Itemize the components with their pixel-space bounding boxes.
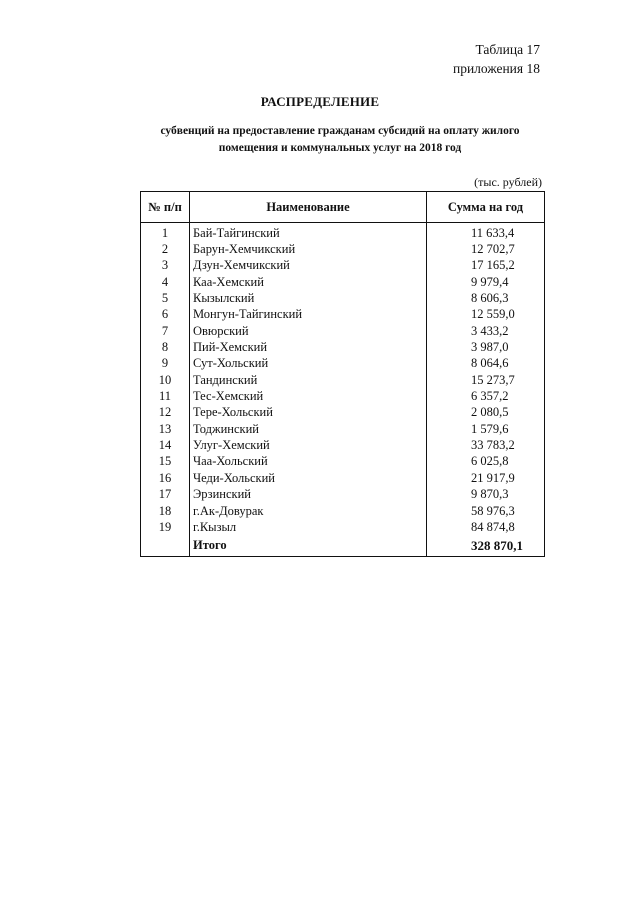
annual-sum: 8 606,3 [427,290,545,306]
annual-sum: 9 979,4 [427,274,545,290]
district-name: г.Ак-Довурак [190,503,427,519]
row-number: 2 [141,241,190,257]
annual-sum: 33 783,2 [427,437,545,453]
table-row [141,241,545,257]
row-number: 11 [141,388,190,404]
row-number: 1 [141,223,190,242]
table-row [141,437,545,453]
table-body [141,223,545,536]
column-header-name: Наименование [190,192,427,223]
annual-sum: 84 874,8 [427,519,545,535]
district-name: Каа-Хемский [190,274,427,290]
annual-sum: 12 702,7 [427,241,545,257]
document-header [453,40,540,78]
district-name: Овюрский [190,323,427,339]
district-name: Улуг-Хемский [190,437,427,453]
table-row [141,519,545,535]
table-row [141,339,545,355]
annual-sum: 9 870,3 [427,487,545,503]
district-name: Монгун-Тайгинский [190,307,427,323]
table-row [141,503,545,519]
row-number: 4 [141,274,190,290]
table-row [141,487,545,503]
annual-sum: 11 633,4 [427,223,545,242]
row-number: 9 [141,356,190,372]
annual-sum: 6 357,2 [427,388,545,404]
row-number: 16 [141,470,190,486]
row-number: 14 [141,437,190,453]
row-number: 13 [141,421,190,437]
table-row [141,421,545,437]
district-name: Тандинский [190,372,427,388]
annual-sum: 12 559,0 [427,307,545,323]
table-row [141,372,545,388]
table-header-row [141,192,545,223]
district-name: г.Кызыл [190,519,427,535]
district-name: Пий-Хемский [190,339,427,355]
row-number: 7 [141,323,190,339]
subtitle-line-1: субвенций на предоставление гражданам субсидий на оплату жилого [160,125,520,137]
district-name: Сут-Хольский [190,356,427,372]
row-number: 19 [141,519,190,535]
document-subtitle [140,123,540,157]
table-row [141,258,545,274]
table-row [141,307,545,323]
district-name: Кызылский [190,290,427,306]
distribution-table [140,191,545,557]
annual-sum: 3 433,2 [427,323,545,339]
annual-sum: 6 025,8 [427,454,545,470]
table-row [141,470,545,486]
row-number: 6 [141,307,190,323]
row-number: 18 [141,503,190,519]
annual-sum: 15 273,7 [427,372,545,388]
annual-sum: 2 080,5 [427,405,545,421]
district-name: Дзун-Хемчикский [190,258,427,274]
units-note: (тыс. рублей) [474,175,542,189]
row-number: 3 [141,258,190,274]
row-number: 17 [141,487,190,503]
district-name: Эрзинский [190,487,427,503]
table-number-label: Таблица 17 [475,42,540,57]
total-row [141,536,545,557]
annual-sum: 17 165,2 [427,258,545,274]
table-row [141,454,545,470]
annual-sum: 58 976,3 [427,503,545,519]
table-row [141,290,545,306]
table-row [141,356,545,372]
annual-sum: 1 579,6 [427,421,545,437]
annual-sum: 3 987,0 [427,339,545,355]
total-number-cell [141,536,190,557]
district-name: Чаа-Хольский [190,454,427,470]
subtitle-line-2: помещения и коммунальных услуг на 2018 год [218,142,462,154]
district-name: Чеди-Хольский [190,470,427,486]
document-title: РАСПРЕДЕЛЕНИЕ [260,94,380,109]
annual-sum: 21 917,9 [427,470,545,486]
column-header-sum: Сумма на год [427,192,545,223]
column-header-number: № п/п [141,192,190,223]
table-row [141,274,545,290]
district-name: Барун-Хемчикский [190,241,427,257]
table-row [141,323,545,339]
appendix-label: приложения 18 [452,61,540,76]
table-row [141,223,545,242]
row-number: 8 [141,339,190,355]
row-number: 10 [141,372,190,388]
row-number: 15 [141,454,190,470]
annual-sum: 8 064,6 [427,356,545,372]
table-row [141,388,545,404]
district-name: Тере-Хольский [190,405,427,421]
district-name: Тоджинский [190,421,427,437]
row-number: 12 [141,405,190,421]
district-name: Бай-Тайгинский [190,223,427,242]
table-row [141,405,545,421]
total-label: Итого [190,536,427,557]
total-sum: 328 870,1 [427,536,545,557]
district-name: Тес-Хемский [190,388,427,404]
row-number: 5 [141,290,190,306]
